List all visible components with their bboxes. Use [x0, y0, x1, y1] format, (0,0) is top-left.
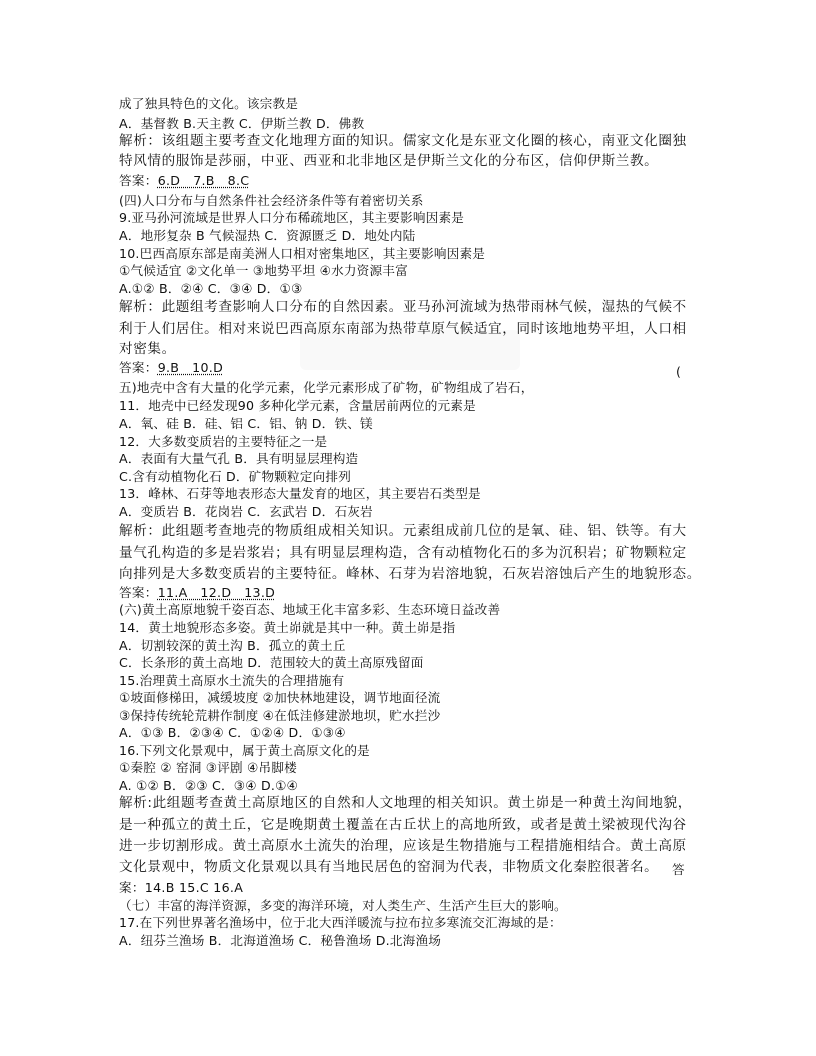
text-line: A．基督教 B.天主教 C．伊斯兰教 D．佛教 — [119, 116, 365, 131]
answer-values: 11.A 12.D 13.D — [157, 585, 276, 600]
analysis-line: 解析：此题组考查影响人口分布的自然因素。亚马孙河流域为热带雨林气候，湿热的气候不 — [119, 299, 687, 315]
analysis-line: 进一步切割形成。黄土高原水土流失的治理，应该是生物措施与工程措施相结合。黄土高原 — [119, 838, 687, 854]
options-line: ①秦腔 ② 窑洞 ③评剧 ④吊脚楼 — [119, 760, 297, 775]
answer-label: 答案： — [119, 585, 158, 600]
analysis-line: 特风情的服饰是莎丽，中亚、西亚和北非地区是伊斯兰文化的分布区，信仰伊斯兰教。 — [119, 153, 659, 169]
answer-values: 9.B 10.D — [157, 360, 224, 375]
answer-values: 6.D 7.B 8.C — [157, 173, 250, 188]
question-line: 16.下列文化景观中，属于黄土高原文化的是 — [119, 743, 370, 758]
section-heading: （七）丰富的海洋资源，多变的海洋环境，对人类生产、生活产生巨大的影响。 — [119, 898, 567, 913]
answer-line — [119, 585, 275, 601]
answer-line: 案：14.B 15.C 16.A — [119, 880, 244, 895]
stray-parenthesis: ( — [676, 364, 681, 379]
options-line: ①坡面修梯田，减缓坡度 ②加快林地建设，调节地面径流 — [119, 690, 441, 705]
stray-answer-char: 答 — [672, 862, 685, 877]
analysis-line: 解析：此组题考查地壳的物质组成相关知识。元素组成前几位的是氧、硅、铝、铁等。有大 — [119, 523, 687, 539]
answer-line — [119, 360, 223, 376]
analysis-line: 向排列是大多数变质岩的主要特征。峰林、石芽为岩溶地貌，石灰岩溶蚀后产生的地貌形态。 — [119, 566, 701, 582]
section-heading: 五)地壳中含有大量的化学元素，化学元素形成了矿物，矿物组成了岩石， — [119, 380, 534, 395]
question-line: 12．大多数变质岩的主要特征之一是 — [119, 434, 328, 449]
options-line: A．地形复杂 B 气候湿热 C．资源匮乏 D．地处内陆 — [119, 228, 416, 243]
section-heading: (六)黄土高原地貌千姿百态、地域王化丰富多彩、生态环境日益改善 — [119, 602, 501, 617]
options-line: A．表面有大量气孔 B．具有明显层理构造 — [119, 451, 359, 466]
analysis-line: 是一种孤立的黄土丘，它是晚期黄土覆盖在古丘状上的高地所致，或者是黄土梁被现代沟谷 — [119, 817, 687, 833]
options-line: A．氧、硅 B．硅、铝 C．铝、钠 D．铁、镁 — [119, 416, 373, 431]
text-line: 成了独具特色的文化。该宗教是 — [119, 96, 299, 111]
analysis-line: 对密集。 — [119, 341, 176, 357]
question-line: 13．峰林、石芽等地表形态大量发育的地区，其主要岩石类型是 — [119, 486, 481, 501]
options-line: ①气候适宜 ②文化单一 ③地势平坦 ④水力资源丰富 — [119, 263, 408, 278]
question-line: 10.巴西高原东部是南美洲人口相对密集地区，其主要影响因素是 — [119, 246, 486, 261]
options-line: A．变质岩 B．花岗岩 C．玄武岩 D．石灰岩 — [119, 504, 373, 519]
options-line: A．切割较深的黄土沟 B．孤立的黄土丘 — [119, 638, 346, 653]
section-heading: (四)人口分布与自然条件社会经济条件等有着密切关系 — [119, 193, 424, 208]
analysis-line: 利于人们居住。相对来说巴西高原东南部为热带草原气候适宜，同时该地地势平坦，人口相 — [119, 321, 687, 337]
options-line: A．①③ B．②③④ C．①②④ D．①③④ — [119, 725, 346, 740]
options-line: A．纽芬兰渔场 B．北海道渔场 C．秘鲁渔场 D.北海渔场 — [119, 933, 442, 948]
answer-line — [119, 173, 249, 189]
question-line: 15.治理黄土高原水土流失的合理措施有 — [119, 673, 345, 688]
analysis-line: 解析：该组题主要考查文化地理方面的知识。儒家文化是东亚文化圈的核心，南亚文化圈独 — [119, 133, 687, 149]
analysis-line: 文化景观中，物质文化景观以具有当地民居色的窑洞为代表，非物质文化秦腔很著名。 — [119, 859, 659, 875]
question-line: 11．地壳中已经发现90 多种化学元素，含量居前两位的元素是 — [119, 398, 476, 413]
options-line: C．长条形的黄土高地 D．范围较大的黄土高原残留面 — [119, 655, 424, 670]
question-line: 14．黄土地貌形态多姿。黄土峁就是其中一种。黄土峁是指 — [119, 620, 456, 635]
analysis-line: 解析:此组题考查黄土高原地区的自然和人文地理的相关知识。黄土峁是一种黄土沟间地貌， — [119, 795, 692, 811]
options-line: A.①② B．②④ C．③④ D．①③ — [119, 281, 303, 296]
question-line: 17.在下列世界著名渔场中，位于北大西洋暖流与拉布拉多寒流交汇海域的是： — [119, 915, 562, 930]
answer-label: 答案： — [119, 360, 158, 375]
analysis-line: 量气孔构造的多是岩浆岩；具有明显层理构造，含有动植物化石的多为沉积岩；矿物颗粒定 — [119, 545, 687, 561]
options-line: ③保持传统轮荒耕作制度 ④在低洼修建淤地坝，贮水拦沙 — [119, 708, 441, 723]
answer-label: 答案： — [119, 173, 158, 188]
options-line: A. ①② B．②③ C．③④ D.①④ — [119, 778, 299, 793]
options-line: C.含有动植物化石 D．矿物颗粒定向排列 — [119, 469, 351, 484]
question-line: 9.亚马孙河流域是世界人口分布稀疏地区，其主要影响因素是 — [119, 210, 465, 225]
